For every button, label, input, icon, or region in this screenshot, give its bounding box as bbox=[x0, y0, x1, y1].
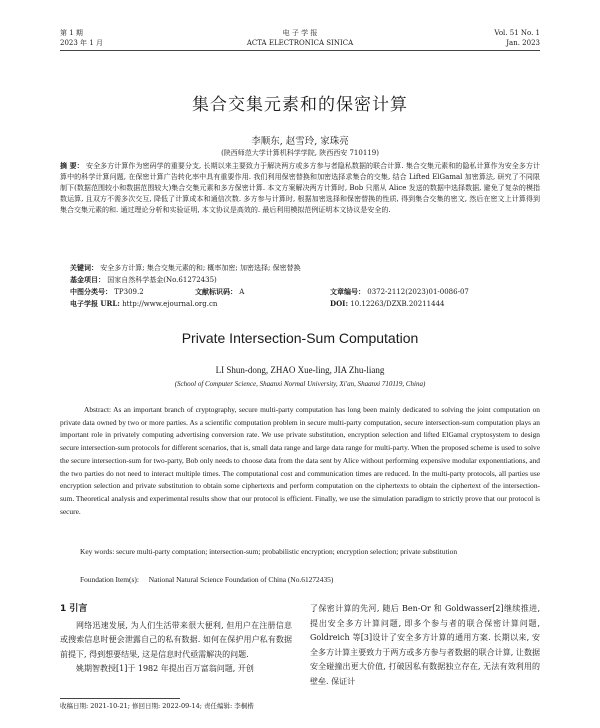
doi-label: DOI: bbox=[330, 299, 349, 308]
abstract-label-en: Abstract: bbox=[84, 405, 112, 414]
header-right bbox=[494, 28, 540, 48]
doc-code bbox=[195, 287, 244, 297]
affiliation-en: (School of Computer Science, Shaanxi Normal University, Xi'an, Shaanxi 710119, China) bbox=[174, 380, 426, 388]
fund-en bbox=[80, 575, 540, 584]
clc-value: TP309.2 bbox=[114, 288, 144, 296]
body-paragraph-right: 了保密计算的先河, 随后 Ben-Or 和 Goldwasser[2]继续推进, 提出安全多方计算问题, 即多个参与者的联合保密计算问题, Goldreich 等[3]设计了安全多方计算的通用方案. 长期以来, 安全多方计算主要致力于两方或多方参与者数据的联合计算, 让数据安全碰撞出更大价值, 打破因私有数据独立存在, 无法有效利用的壁垒. 保证计 bbox=[310, 604, 540, 686]
volume: Vol. 51 No. 1 bbox=[494, 29, 540, 37]
body-column-right bbox=[310, 602, 540, 689]
footnote-rule bbox=[60, 698, 180, 699]
affiliation-cn: (陕西师范大学计算机科学学院, 陕西西安 710119) bbox=[221, 149, 379, 157]
body-paragraph-2: 姚期智教授[1]于 1982 年提出百万富翁问题, 开创 bbox=[76, 664, 254, 673]
fund-label-en: Foundation Item(s): bbox=[80, 575, 139, 584]
doi bbox=[330, 299, 444, 309]
abstract-en bbox=[60, 404, 540, 518]
article-number bbox=[330, 287, 469, 297]
abstract-text-cn: 安全多方计算作为密码学的重要分支, 长期以来主要致力于解决两方或多方参与者隐私数据的联合计算. 集合交集元素和的隐私计算作为安全多方计算中的科学计算问题, 在保密计算广告转化率中具有重要作用. 我们利用保密替换和加密选择求集合的交集, 结合 Lifted ElGamal 加密算法, 研究了不同限制下(数据范围较小和数据范围较大)集合交集元素和多方保密计算. 本文方案解决两方计算时, Bob 只需从 Alice 发送的数据中选择数据, 避免了复杂的模指数运算, 且双方不需多次交互, 降低了计算成本和通信次数. 多方参与计算时, 根据加密选择和保密替换的性质, 得到集合交集的密文, 然后在密文上计算得到集合交集元素的和. 通过理论分析和实验证明, 本文协议是高效的. 最后利用模拟范例证明本文协议是安全的. bbox=[60, 162, 540, 214]
paper-title-en: Private Intersection-Sum Computation bbox=[181, 330, 419, 346]
journal-name-en: ACTA ELECTRONICA SINICA bbox=[246, 39, 354, 47]
classification-row bbox=[70, 287, 540, 297]
body-paragraph: 网络迅速发展, 为人们生活带来很大便利, 但用户在注册信息或搜索信息时便会泄露自己的私有数据. 如何在保护用户私有数据前提下, 得到想要结果, 这是信息时代亟需解决的问题. bbox=[60, 620, 292, 659]
keywords-text-en: secure multi-party comptation; intersection-sum; probabilistic encryption; encryption selection; private substitution bbox=[116, 547, 458, 556]
url-row bbox=[70, 299, 540, 309]
authors-en: LI Shun-dong, ZHAO Xue-ling, JIA Zhu-liang bbox=[215, 365, 385, 375]
fund-text-en: National Natural Science Foundation of China (No.61272435) bbox=[148, 575, 334, 584]
doc-value: A bbox=[239, 288, 245, 296]
clc-label: 中图分类号： bbox=[70, 287, 112, 296]
paper-title-cn: 集合交集元素和的保密计算 bbox=[192, 95, 408, 115]
abstract-text-en: As an important branch of cryptography, secure multi-party computation has long been mainly dedicated to solving the joint computation on private data owned by two or more parties. As a scientific computation problem in secure multi-party computation, secure intersection-sum computation plays an important role in privately computing advertising conversion rate. We use private substitution, encryption selection and lifted ElGamal cryptosystem to design secure intersection-sum protocols for different scenarios, that is, small data range and large data range for multi-party. When the proposed scheme is used to solve the secure intersection-sum for two-party, Bob only needs to choose data from the data sent by Alice without performing expensive modular exponentiations, and the two parties do not need to interact multiple times. The computational cost and communication times are reduced. In the multi-party protocols, all parties use encryption selection and private substitution to obtain some ciphertexts and perform computation on the ciphertexts to obtain the ciphertext of the intersection-sum. Theoretical analysis and experimental results show that our protocol is efficient. Finally, we use the simulation paradigm to strictly prove that our protocol is secure. bbox=[60, 405, 540, 516]
abstract-cn bbox=[60, 160, 540, 216]
issue-date: 2023 年 1 月 bbox=[60, 39, 103, 47]
issue-date-en: Jan. 2023 bbox=[506, 39, 540, 47]
keywords-en bbox=[60, 546, 540, 558]
footnote-dates: 收稿日期: 2021-10-21; 修回日期: 2022-09-14; 责任编辑: 李桐楷 bbox=[60, 702, 254, 710]
fund-label-cn: 基金项目： bbox=[70, 275, 105, 284]
keywords-cn bbox=[70, 263, 540, 273]
url-label: 电子学报 URL: bbox=[70, 299, 120, 308]
keywords-label-cn: 关键词： bbox=[70, 263, 98, 272]
section-heading: 1 引言 bbox=[60, 604, 88, 614]
keywords-label-en: Key words: bbox=[80, 547, 115, 556]
header-center bbox=[60, 28, 540, 48]
article-label: 文章编号： bbox=[330, 287, 365, 296]
fund-text-cn: 国家自然科学基金(No.61272435) bbox=[107, 276, 217, 284]
abstract-label-cn: 摘 要： bbox=[60, 161, 84, 170]
journal-name-cn: 电 子 学 报 bbox=[282, 29, 318, 37]
keywords-text-cn: 安全多方计算; 集合交集元素的和; 概率加密; 加密选择; 保密替换 bbox=[100, 264, 301, 272]
doi-value[interactable]: 10.12263/DZXB.20211444 bbox=[350, 300, 445, 308]
journal-url[interactable]: http://www.ejournal.org.cn bbox=[122, 300, 218, 308]
authors-cn: 李顺东, 赵雪玲, 家珠亮 bbox=[251, 136, 349, 147]
issue-number: 第 1 期 bbox=[60, 29, 83, 37]
article-value: 0372-2112(2023)01-0086-07 bbox=[367, 288, 469, 296]
page-header bbox=[60, 28, 540, 51]
fund-cn bbox=[70, 275, 540, 285]
doc-label: 文献标识码： bbox=[195, 287, 237, 296]
body-column-left bbox=[60, 602, 292, 677]
